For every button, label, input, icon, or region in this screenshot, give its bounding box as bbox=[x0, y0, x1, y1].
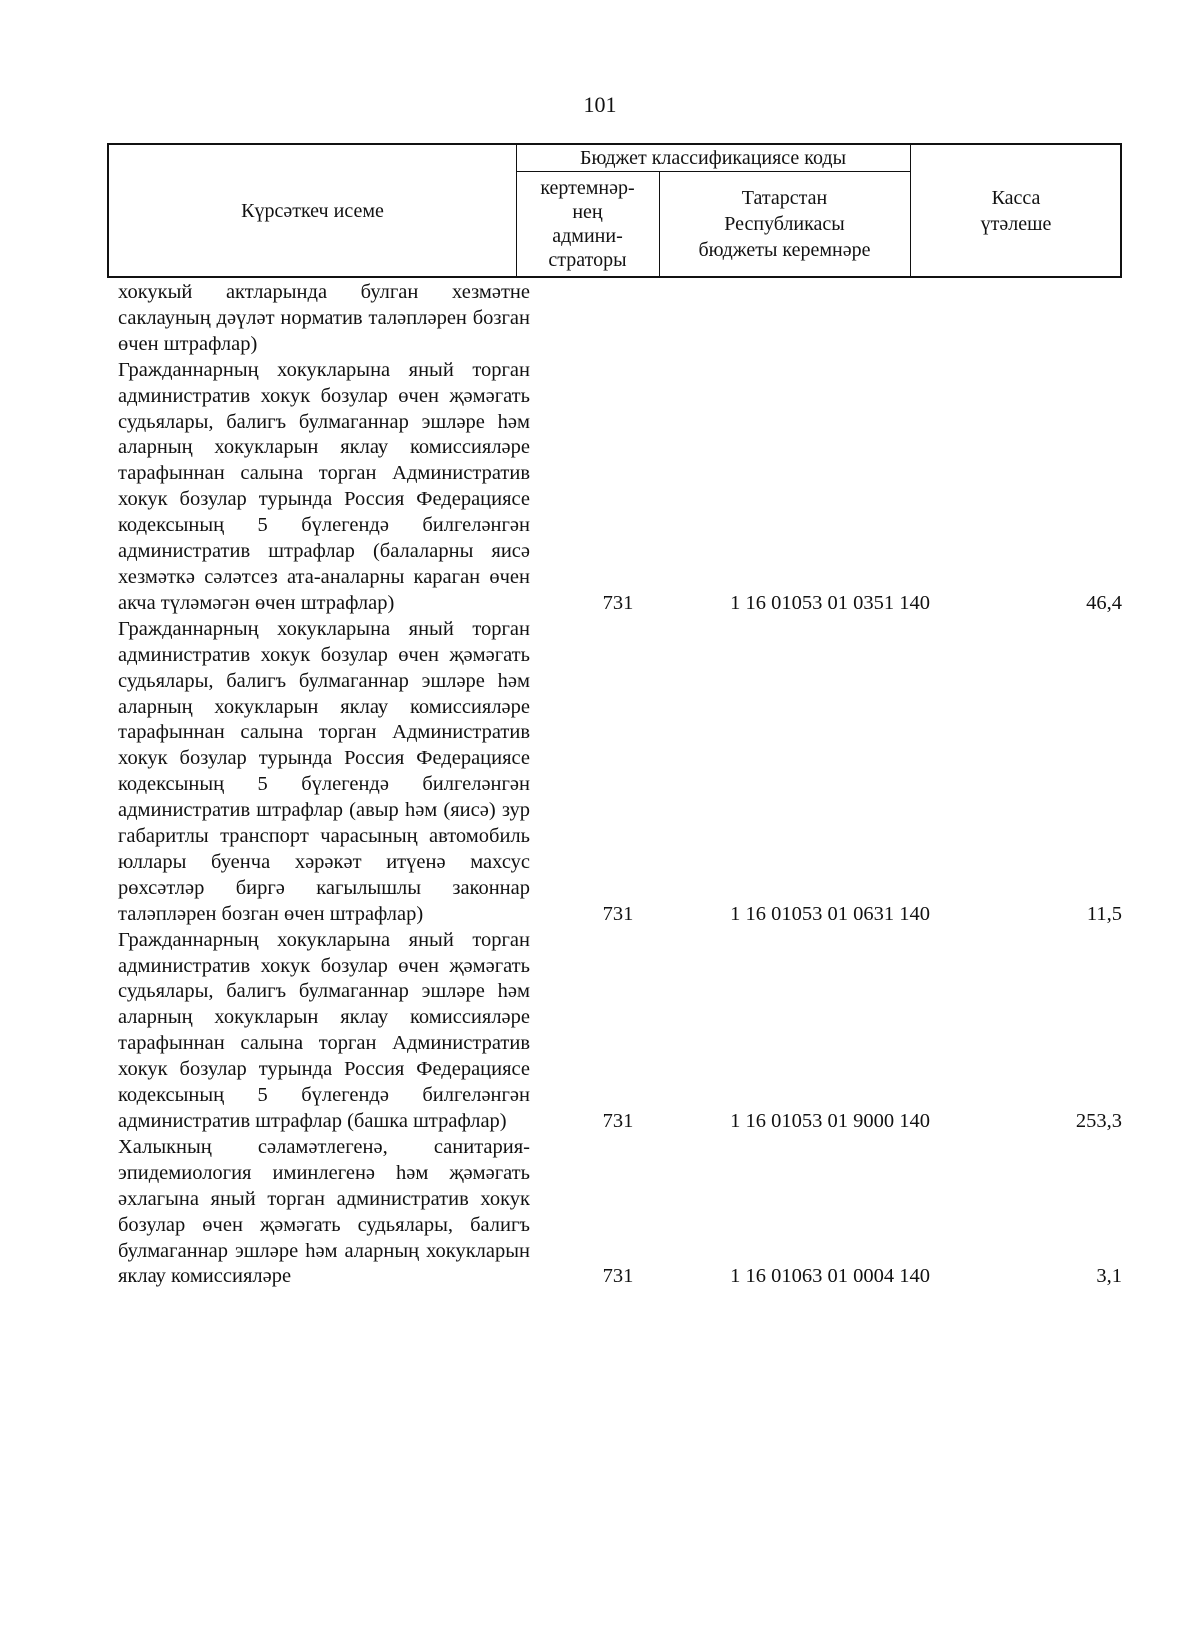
row-indicator-name: хокукый актларында булган хезмәтне саклауның дәүләт норматив таләпләрен бозган өчен штрафлар) bbox=[118, 281, 530, 355]
row-indicator-name: Гражданнарның хокукларына яный торган административ хокук бозулар өчен җәмәгать судьялары, балигъ булмаганнар эшләре һәм аларның хокукларын яклау комиссияләре тарафыннан салына торган Административ хокук бозулар турында Россия Федерациясе кодексының 5 бүлегендә билгеләнгән административ штрафлар (авыр һәм (яисә) зур габаритлы транспорт чарасының автомобиль юллары буенча хәрәкәт итүенә махсус рөхсәтләр биргә кагылышлы законнар таләпләрен бозган өчен штрафлар) bbox=[118, 617, 530, 925]
row-indicator-name: Халыкның сәламәтлегенә, санитария-эпидемиология иминлегенә һәм җәмәгать әхлагына яный торган административ хокук бозулар өчен җәмәгать судьялары, балигъ булмаганнар эшләре һәм аларның хокукларын яклау комиссияләре bbox=[118, 1135, 530, 1288]
row-indicator-name: Гражданнарның хокукларына яный торган административ хокук бозулар өчен җәмәгать судьялары, балигъ булмаганнар эшләре һәм аларның хокукларын яклау комиссияләре тарафыннан салына торган Административ хокук бозулар турында Россия Федерациясе кодексының 5 бүлегендә билгеләнгән административ штрафлар (балаларны яисә хезмәткә сәләтсез ата-аналарны караган өчен акча түләмәгән өчен штрафлар) bbox=[118, 358, 530, 614]
row-administrator: 731 bbox=[602, 1265, 634, 1288]
row-cash-execution: 46,4 bbox=[1086, 591, 1122, 614]
row-cash-execution: 253,3 bbox=[1075, 1110, 1122, 1132]
table-row bbox=[0, 358, 1200, 617]
table-row bbox=[0, 928, 1200, 1135]
table-body bbox=[0, 280, 1200, 1290]
table-row bbox=[0, 1135, 1200, 1290]
row-revenue-code: 1 16 01053 01 9000 140 bbox=[730, 1110, 930, 1132]
row-administrator: 731 bbox=[602, 902, 634, 925]
row-cash-execution: 11,5 bbox=[1086, 902, 1122, 925]
header-revenue-code: Татарстан Республикасы бюджеты керемнәре bbox=[698, 187, 871, 261]
table-row bbox=[0, 280, 1200, 358]
row-cash-execution: 3,1 bbox=[1096, 1265, 1122, 1288]
page-number: 101 bbox=[583, 92, 617, 117]
header-indicator-name: Күрсәткеч исеме bbox=[241, 199, 384, 222]
table-row bbox=[0, 617, 1200, 928]
header-administrator: кертемнәр- нең админи- страторы bbox=[540, 177, 635, 271]
row-revenue-code: 1 16 01053 01 0351 140 bbox=[730, 591, 930, 614]
header-budget-code-group: Бюджет классификациясе коды bbox=[579, 147, 847, 169]
row-administrator: 731 bbox=[602, 1110, 634, 1132]
row-revenue-code: 1 16 01063 01 0004 140 bbox=[730, 1265, 930, 1288]
row-indicator-name: Гражданнарның хокукларына яный торган административ хокук бозулар өчен җәмәгать судьялары, балигъ булмаганнар эшләре һәм аларның хокукларын яклау комиссияләре тарафыннан салына торган Административ хокук бозулар турында Россия Федерациясе кодексының 5 бүлегендә билгеләнгән административ штрафлар (башка штрафлар) bbox=[118, 928, 530, 1132]
row-administrator: 731 bbox=[602, 591, 634, 614]
header-cash-execution: Касса үтәлеше bbox=[980, 186, 1052, 235]
table-header bbox=[107, 143, 1122, 278]
row-revenue-code: 1 16 01053 01 0631 140 bbox=[730, 902, 930, 925]
